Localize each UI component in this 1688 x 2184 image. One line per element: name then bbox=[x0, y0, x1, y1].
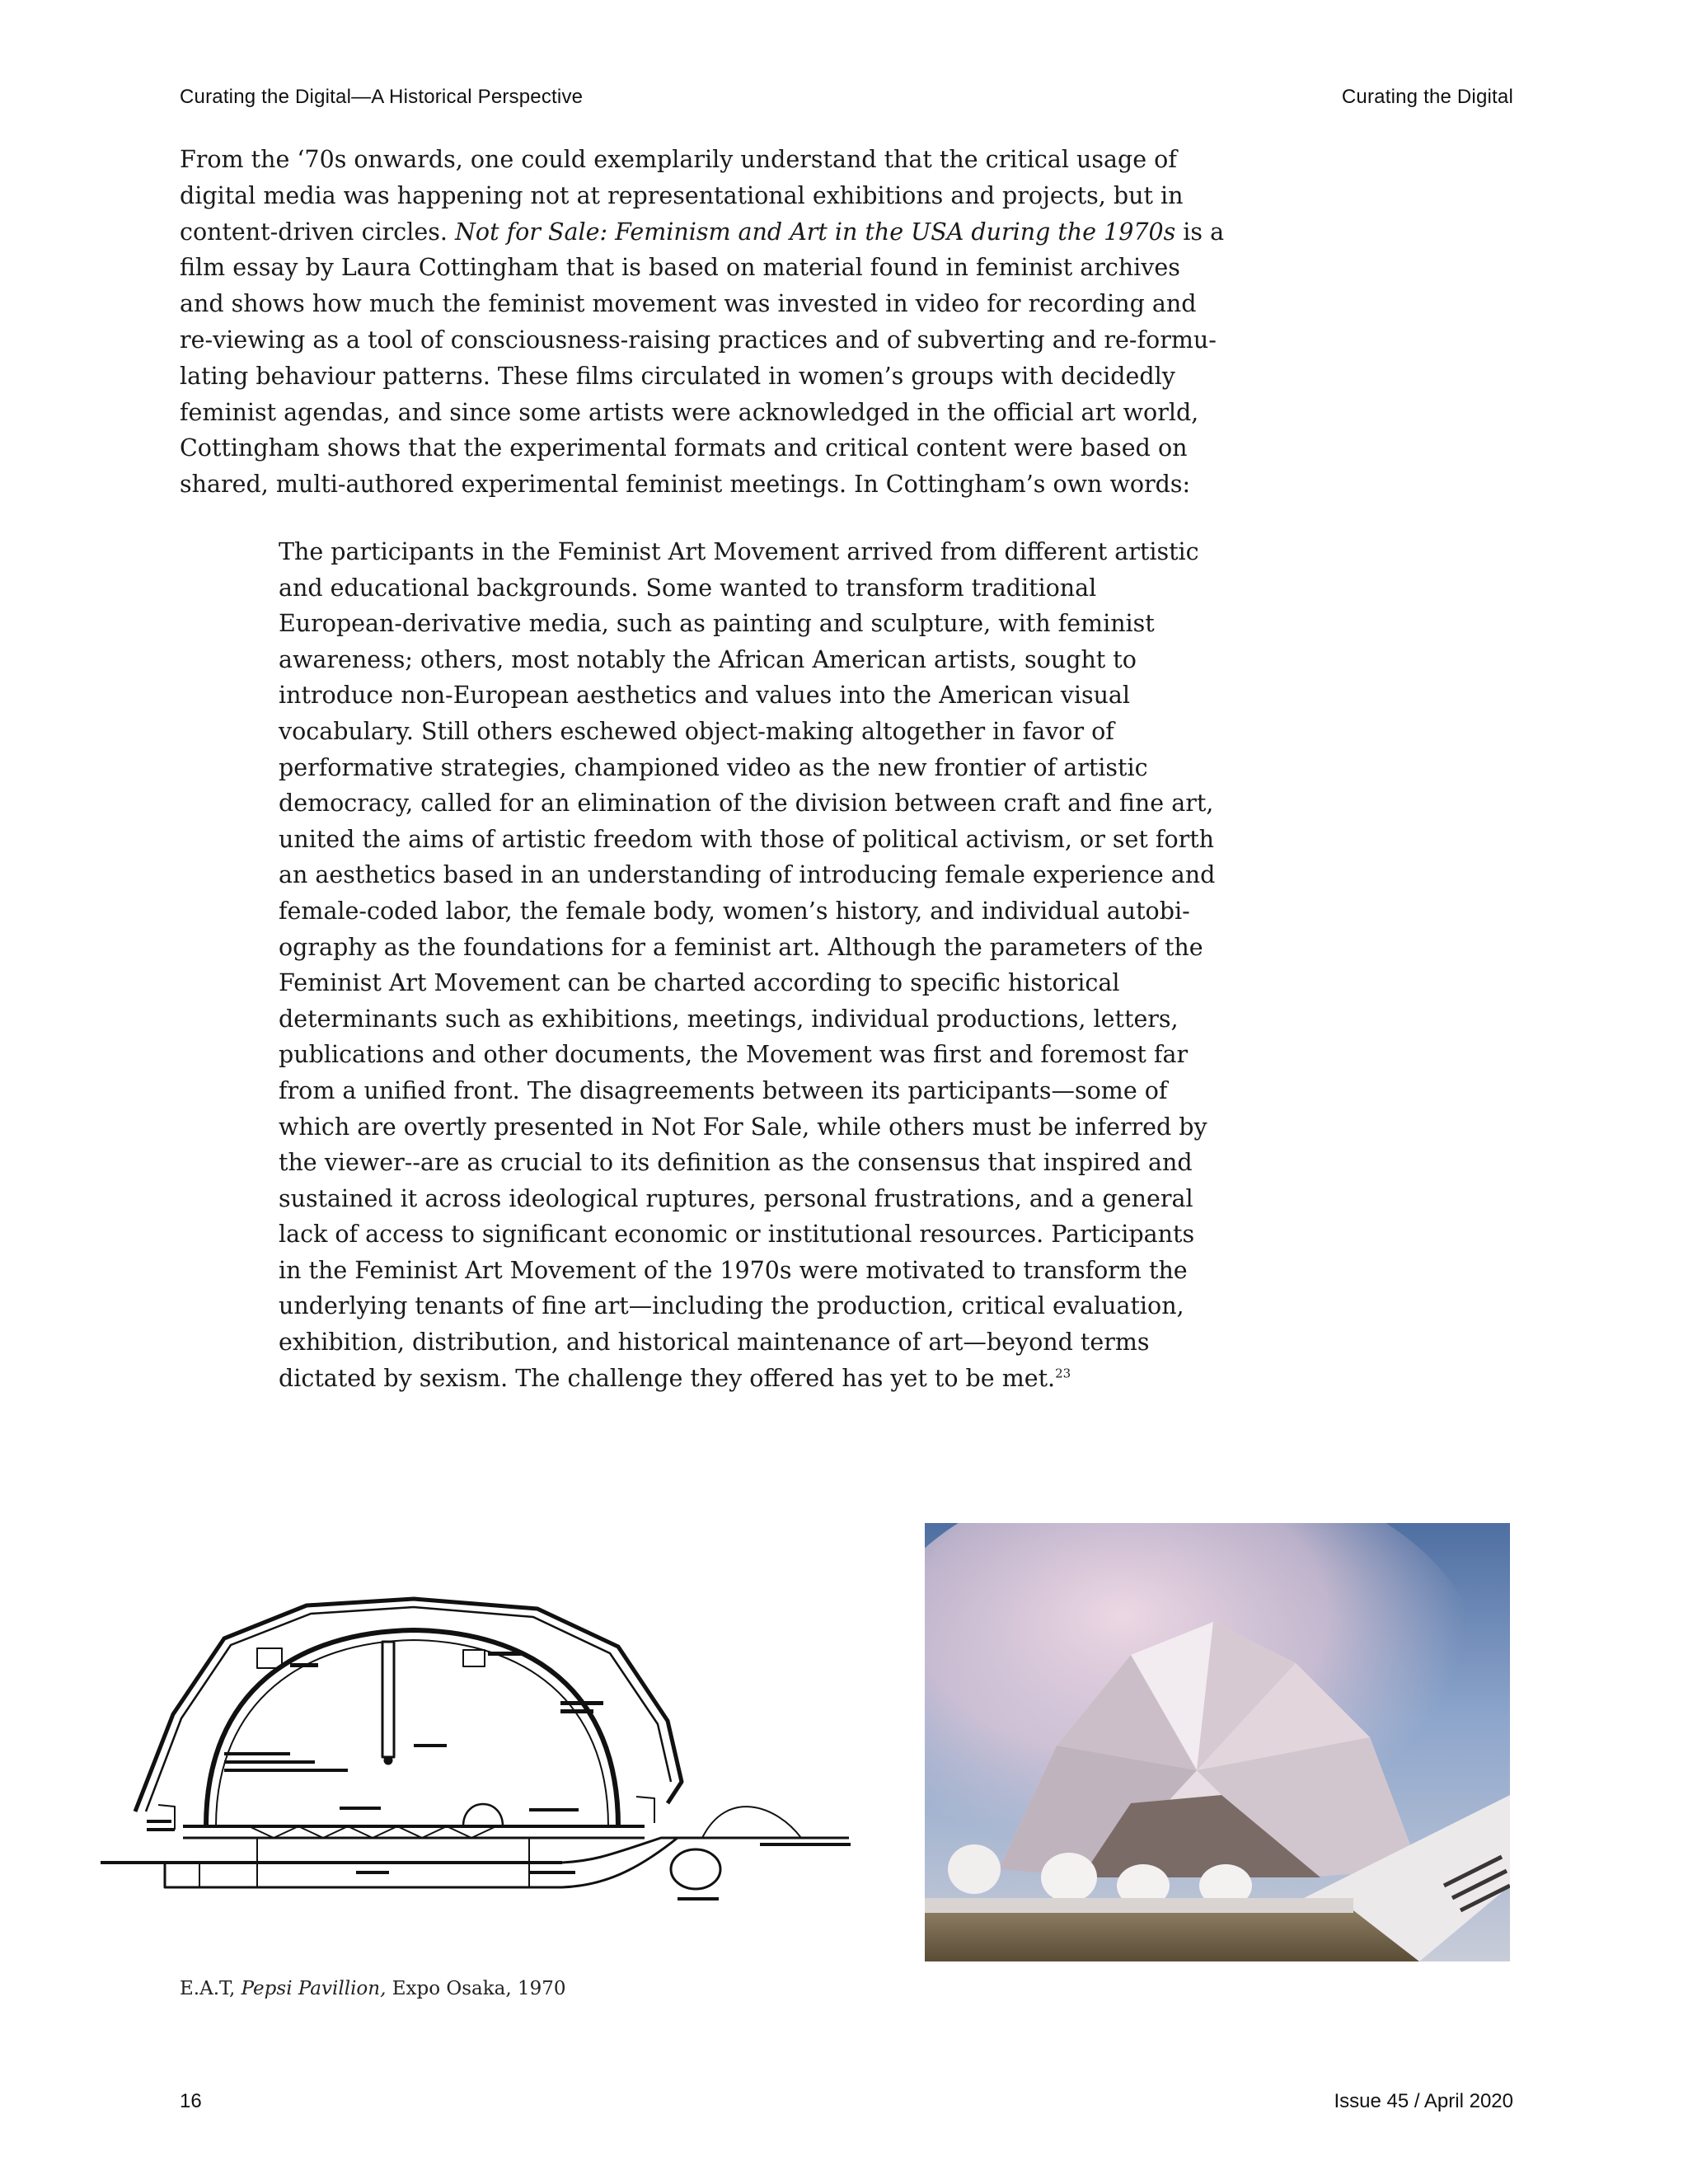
quote-line: underlying tenants of fine art—including the production, critical evaluation, bbox=[279, 1292, 1184, 1320]
quote-line: the viewer--are as crucial to its definition as the consensus that inspired and bbox=[279, 1149, 1193, 1177]
body-line: Cottingham shows that the experimental formats and critical content were based on bbox=[180, 434, 1188, 462]
body-line-text: content-driven circles. bbox=[180, 218, 455, 246]
caption-title: Pepsi Pavillion, bbox=[241, 1978, 387, 1999]
block-quote bbox=[279, 534, 1216, 1396]
quote-line: ography as the foundations for a feminist art. Although the parameters of the bbox=[279, 933, 1203, 961]
page-number: 16 bbox=[180, 2090, 202, 2112]
quote-line: The participants in the Feminist Art Movement arrived from different artistic bbox=[279, 538, 1199, 565]
quote-line: publications and other documents, the Movement was first and foremost far bbox=[279, 1041, 1189, 1069]
body-line-tail: is a bbox=[1175, 218, 1225, 246]
film-title: Not for Sale: Feminism and Art in the USA during the 1970s bbox=[454, 218, 1176, 246]
body-line bbox=[180, 214, 1225, 251]
quote-line: lack of access to significant economic or institutional resources. Participants bbox=[279, 1221, 1195, 1249]
quote-line: performative strategies, championed video as the new frontier of artistic bbox=[279, 753, 1148, 781]
quote-line: exhibition, distribution, and historical maintenance of art—beyond terms bbox=[279, 1329, 1150, 1357]
quote-last-line-text: dictated by sexism. The challenge they offered has yet to be met. bbox=[279, 1364, 1056, 1392]
running-header-right: Curating the Digital bbox=[1341, 86, 1513, 108]
body-line: and shows how much the feminist movement was invested in video for recording and bbox=[180, 290, 1197, 318]
body-line: digital media was happening not at representational exhibitions and projects, but in bbox=[180, 181, 1184, 209]
footnote-marker: 23 bbox=[1055, 1366, 1071, 1381]
figure-caption bbox=[180, 1978, 566, 1999]
quote-line: which are overtly presented in Not For Sale, while others must be inferred by bbox=[279, 1113, 1207, 1141]
quote-line: European-derivative media, such as painting and sculpture, with feminist bbox=[279, 610, 1155, 638]
running-header-left: Curating the Digital—A Historical Perspective bbox=[180, 86, 584, 108]
quote-line: united the aims of artistic freedom with those of political activism, or set forth bbox=[279, 825, 1215, 853]
quote-line: sustained it across ideological ruptures, personal frustrations, and a general bbox=[279, 1184, 1193, 1212]
body-line: feminist agendas, and since some artists were acknowledged in the official art world, bbox=[180, 398, 1199, 426]
quote-line: female-coded labor, the female body, women’s history, and individual autobi- bbox=[279, 897, 1190, 925]
body-line: lating behaviour patterns. These films circulated in women’s groups with decidedly bbox=[180, 362, 1175, 390]
quote-line: and educational backgrounds. Some wanted to transform traditional bbox=[279, 574, 1097, 602]
pavilion-section-drawing bbox=[101, 1591, 874, 1929]
quote-line: democracy, called for an elimination of the division between craft and fine art, bbox=[279, 790, 1214, 818]
body-paragraph bbox=[180, 142, 1225, 503]
quote-line: in the Feminist Art Movement of the 1970s were motivated to transform the bbox=[279, 1256, 1188, 1284]
body-line: re-viewing as a tool of consciousness-raising practices and of subverting and re-formu- bbox=[180, 326, 1217, 354]
quote-line: from a unified front. The disagreements between its participants—some of bbox=[279, 1076, 1168, 1104]
quote-line: determinants such as exhibitions, meetings, individual productions, letters, bbox=[279, 1005, 1179, 1033]
body-line: shared, multi-authored experimental feminist meetings. In Cottingham’s own words: bbox=[180, 471, 1191, 499]
quote-line: Feminist Art Movement can be charted according to specific historical bbox=[279, 969, 1120, 997]
body-line: film essay by Laura Cottingham that is based on material found in feminist archives bbox=[180, 254, 1180, 282]
issue-info: Issue 45 / April 2020 bbox=[1334, 2090, 1513, 2112]
quote-line: awareness; others, most notably the African American artists, sought to bbox=[279, 645, 1137, 673]
quote-line: an aesthetics based in an understanding of introducing female experience and bbox=[279, 861, 1216, 889]
quote-line: vocabulary. Still others eschewed object-making altogether in favor of bbox=[279, 717, 1114, 745]
pavilion-photograph bbox=[925, 1523, 1510, 1961]
caption-artist: E.A.T, bbox=[180, 1978, 241, 1999]
caption-details: Expo Osaka, 1970 bbox=[386, 1978, 566, 1999]
body-line: From the ‘70s onwards, one could exemplarily understand that the critical usage of bbox=[180, 146, 1177, 173]
quote-line bbox=[279, 1361, 1210, 1397]
quote-line: introduce non-European aesthetics and values into the American visual bbox=[279, 682, 1131, 710]
